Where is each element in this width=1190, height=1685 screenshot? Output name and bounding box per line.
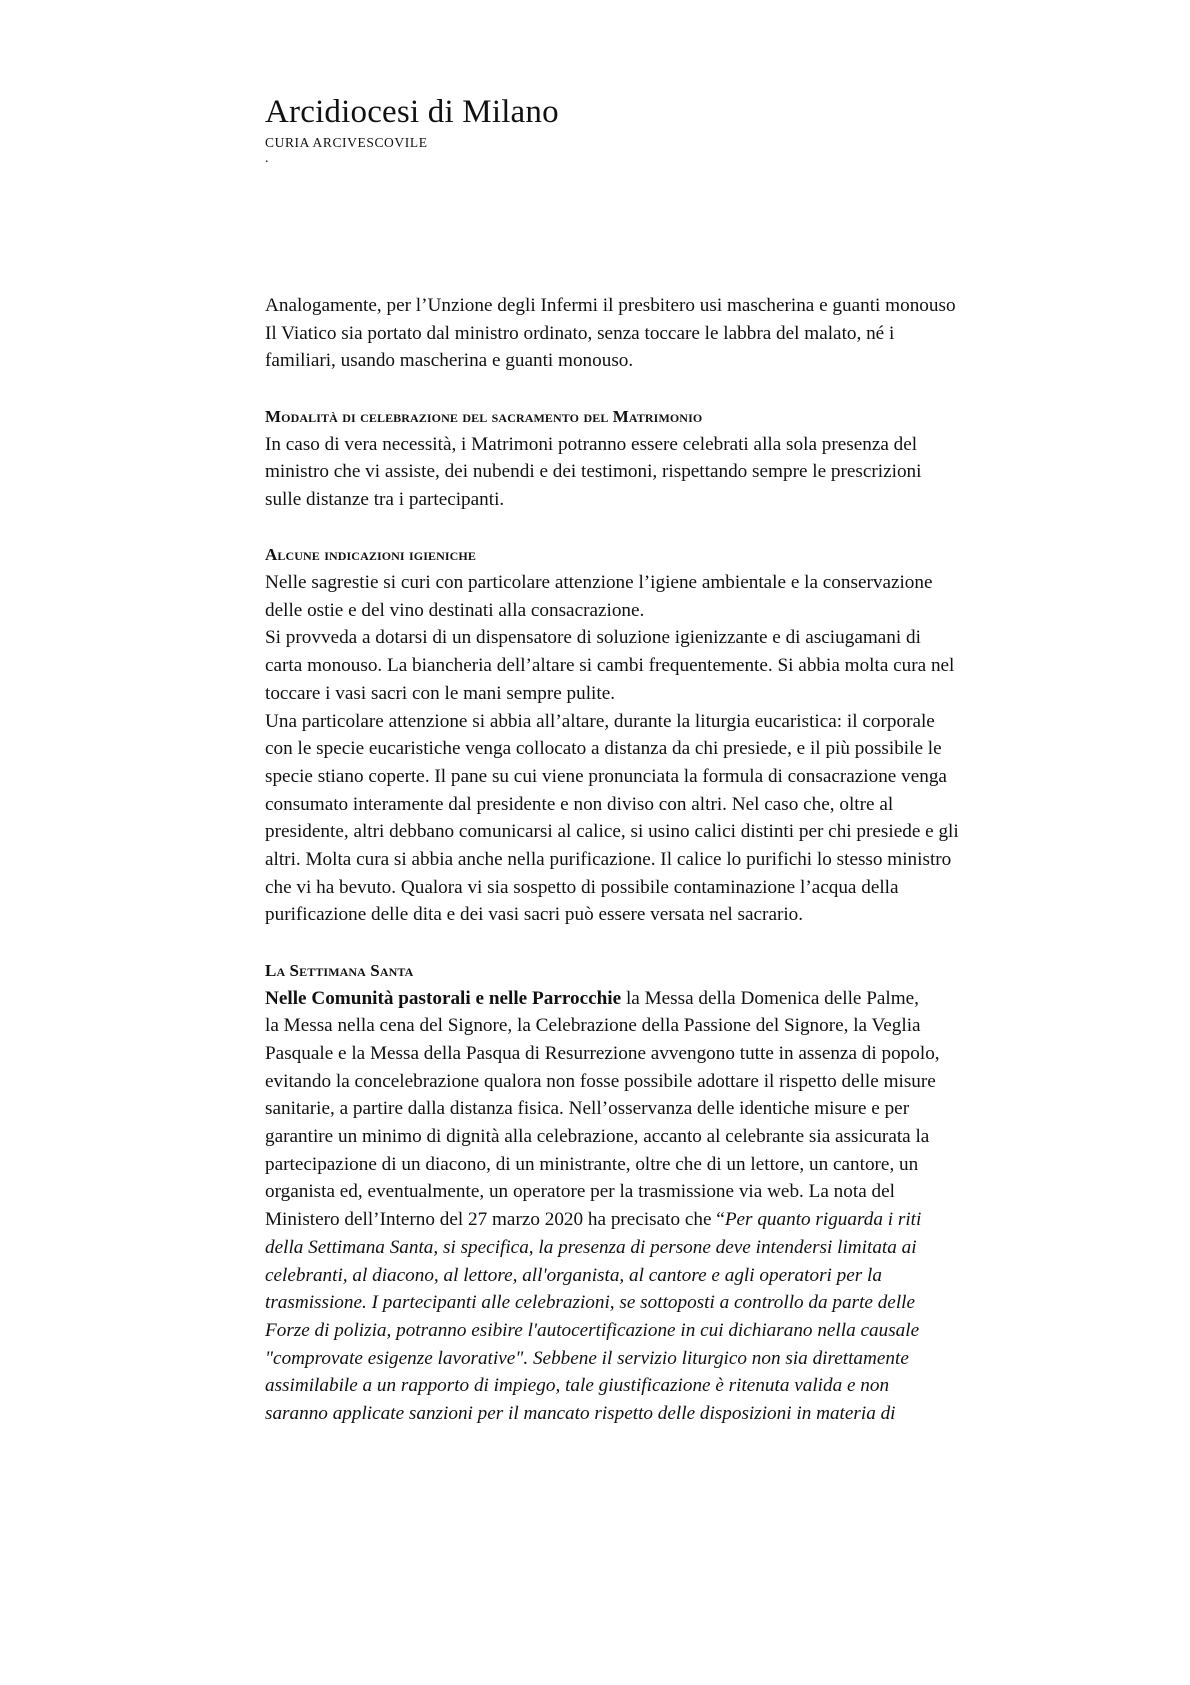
letterhead-dot: . [265, 151, 269, 166]
paragraph-gap [265, 929, 1065, 957]
bold-lead-text: Nelle Comunità pastorali e nelle Parrocchie [265, 987, 622, 1009]
text-line [265, 985, 1065, 1013]
paragraph-gap [265, 375, 1065, 403]
text-line: Il Viatico sia portato dal ministro ordinato, senza toccare le labbra del malato, né i [265, 322, 895, 344]
text-line: partecipazione di un diacono, di un ministrante, oltre che di un lettore, un cantore, un [265, 1153, 919, 1175]
text-line: con le specie eucaristiche venga collocato a distanza da chi presiede, e il più possibile le [265, 738, 942, 760]
quote-start-text: Per quanto riguarda i riti [724, 1209, 922, 1231]
letterhead-subtitle: CURIA ARCIVESCOVILE [265, 135, 428, 150]
text-line: Una particolare attenzione si abbia all’altare, durante la liturgia eucaristica: il corporale [265, 710, 935, 732]
letterhead-title: Arcidiocesi di Milano [265, 94, 559, 130]
text-line: sulle distanze tra i partecipanti. [265, 488, 505, 510]
text-line: Nelle sagrestie si curi con particolare attenzione l’igiene ambientale e la conservazione [265, 572, 933, 593]
text-line: garantire un minimo di dignità alla celebrazione, accanto al celebrante sia assicurata la [265, 1126, 930, 1148]
text-line: evitando la concelebrazione qualora non fosse possibile adottare il rispetto delle misure [265, 1070, 936, 1092]
text-line: Pasquale e la Messa della Pasqua di Resurrezione avvengono tutte in assenza di popolo, [265, 1042, 940, 1064]
text-line: familiari, usando mascherina e guanti monouso. [265, 350, 634, 372]
text-line: organista ed, eventualmente, un operatore per la trasmissione via web. La nota del [265, 1181, 895, 1203]
text-line: In caso di vera necessità, i Matrimoni potranno essere celebrati alla sola presenza del [265, 433, 918, 455]
text-line: presidente, altri debbano comunicarsi al calice, si usino calici distinti per chi presiede e gli [265, 821, 959, 843]
lead-text-rest: la Messa della Domenica delle Palme, [621, 987, 919, 1009]
paragraph-gap [265, 514, 1065, 542]
quote-line: della Settimana Santa, si specifica, la presenza di persone deve intendersi limitata ai [265, 1236, 917, 1258]
text-line: specie stiano coperte. Il pane su cui viene pronunciata la formula di consacrazione venga [265, 765, 947, 787]
text-line: Si provveda a dotarsi di un dispensatore di soluzione igienizzante e di asciugamani di [265, 627, 921, 649]
text-line: che vi ha bevuto. Qualora vi sia sospetto di possibile contaminazione l’acqua della [265, 876, 899, 898]
document-body [265, 292, 1065, 1428]
quote-line: trasmissione. I partecipanti alle celebrazioni, se sottoposti a controllo da parte delle [265, 1292, 916, 1314]
section-heading-matrimonio: Modalità di celebrazione del sacramento del Matrimonio [265, 406, 703, 426]
quote-line: "comprovate esigenze lavorative". Sebbene il servizio liturgico non sia direttamente [265, 1347, 909, 1369]
text-line [265, 1206, 1065, 1234]
quote-intro-text: Ministero dell’Interno del 27 marzo 2020 ha precisato che “ [265, 1209, 725, 1231]
quote-line: Forze di polizia, potranno esibire l'autocertificazione in cui dichiarano nella causale [265, 1319, 920, 1341]
quote-line: saranno applicate sanzioni per il mancato rispetto delle disposizioni in materia di [265, 1403, 896, 1425]
text-line: carta monouso. La biancheria dell’altare si cambi frequentemente. Si abbia molta cura nel [265, 655, 955, 677]
text-line: toccare i vasi sacri con le mani sempre pulite. [265, 682, 616, 704]
quote-line: celebranti, al diacono, al lettore, all'organista, al cantore e agli operatori per la [265, 1264, 882, 1286]
section-heading-settimana-santa: La Settimana Santa [265, 960, 414, 980]
quote-line: assimilabile a un rapporto di impiego, tale giustificazione è ritenuta valida e non [265, 1375, 890, 1397]
text-line: sanitarie, a partire dalla distanza fisica. Nell’osservanza delle identiche misure e per [265, 1098, 910, 1120]
text-line: delle ostie e del vino destinati alla consacrazione. [265, 599, 645, 621]
text-line: la Messa nella cena del Signore, la Celebrazione della Passione del Signore, la Veglia [265, 1015, 921, 1037]
text-line: ministro che vi assiste, dei nubendi e dei testimoni, rispettando sempre le prescrizioni [265, 461, 922, 483]
letterhead [265, 92, 559, 166]
text-line: Analogamente, per l’Unzione degli Infermi il presbitero usi mascherina e guanti monouso [265, 295, 956, 316]
text-line: purificazione delle dita e dei vasi sacri può essere versata nel sacrario. [265, 904, 804, 926]
section-heading-igieniche: Alcune indicazioni igieniche [265, 545, 476, 565]
text-line: altri. Molta cura si abbia anche nella purificazione. Il calice lo purifichi lo stesso ministro [265, 849, 952, 871]
text-line: consumato interamente dal presidente e non diviso con altri. Nel caso che, oltre al [265, 793, 894, 815]
